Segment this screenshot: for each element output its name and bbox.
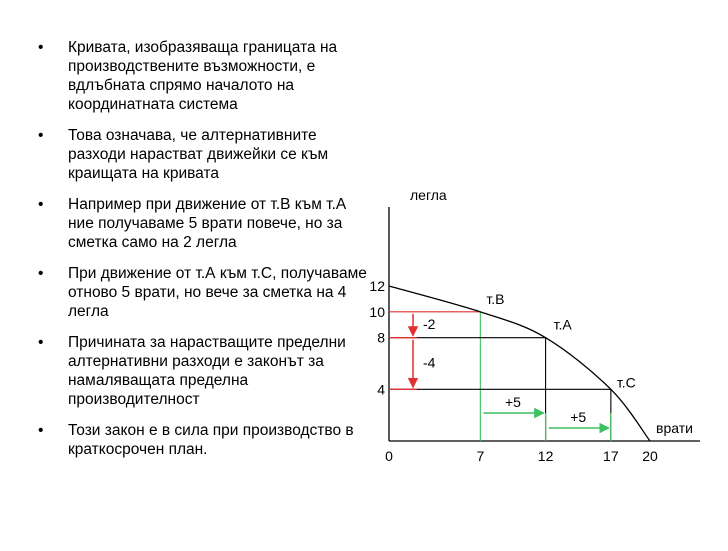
change-label: -4 [423,354,436,371]
bullet-symbol: • [38,127,44,144]
x-axis-label: врати [656,420,693,436]
bullet-item [38,421,368,459]
bullet-text: Кривата, изобразяваща границата на производствените възможности, е вдлъбната спрямо началото на координатната система [68,39,338,113]
bullet-item [38,195,368,252]
bullet-item [38,38,368,114]
bullet-text: Този закон е в сила при производство в краткосрочен план. [68,422,354,458]
change-label: +5 [570,409,587,425]
bullet-item [38,264,368,321]
point-label: т.С [616,374,636,391]
bullet-symbol: • [38,334,44,351]
bullet-item [38,333,368,409]
bullet-text: Това означава, че алтернативните разходи нарастват движейки се към краищата на кривата [68,127,329,182]
ppf-curve [389,286,650,441]
x-tick-label: 20 [642,448,658,464]
change-label: -2 [423,315,436,332]
x-tick-label: 0 [385,448,393,464]
y-tick-label: 10 [369,303,385,320]
bullet-text: Например при движение от т.В към т.А ние получаваме 5 врати повече, но за сметка само на 2 легла [68,196,347,251]
y-tick-label: 12 [369,278,385,294]
point-label: т.В [486,290,505,307]
x-tick-label: 12 [537,448,554,464]
x-tick-label: 17 [603,448,619,464]
bullet-symbol: • [38,196,44,213]
bullet-symbol: • [38,39,44,56]
bullet-symbol: • [38,265,44,282]
bullet-list [38,38,368,471]
x-tick-label: 7 [476,448,485,464]
y-tick-label: 4 [377,381,385,398]
bullet-symbol: • [38,422,44,439]
point-label: т.А [553,316,572,333]
y-axis-label: легла [410,187,447,203]
bullet-text: Причината за нарастващите пределни алтернативни разходи е законът за намаляващата пределна производителност [68,334,346,408]
change-label: +5 [504,394,521,410]
y-tick-label: 8 [377,329,385,346]
bullet-text: При движение от т.А към т.С, получаваме отново 5 врати, но вече за сметка на 4 легла [68,265,367,320]
bullet-item [38,126,368,183]
